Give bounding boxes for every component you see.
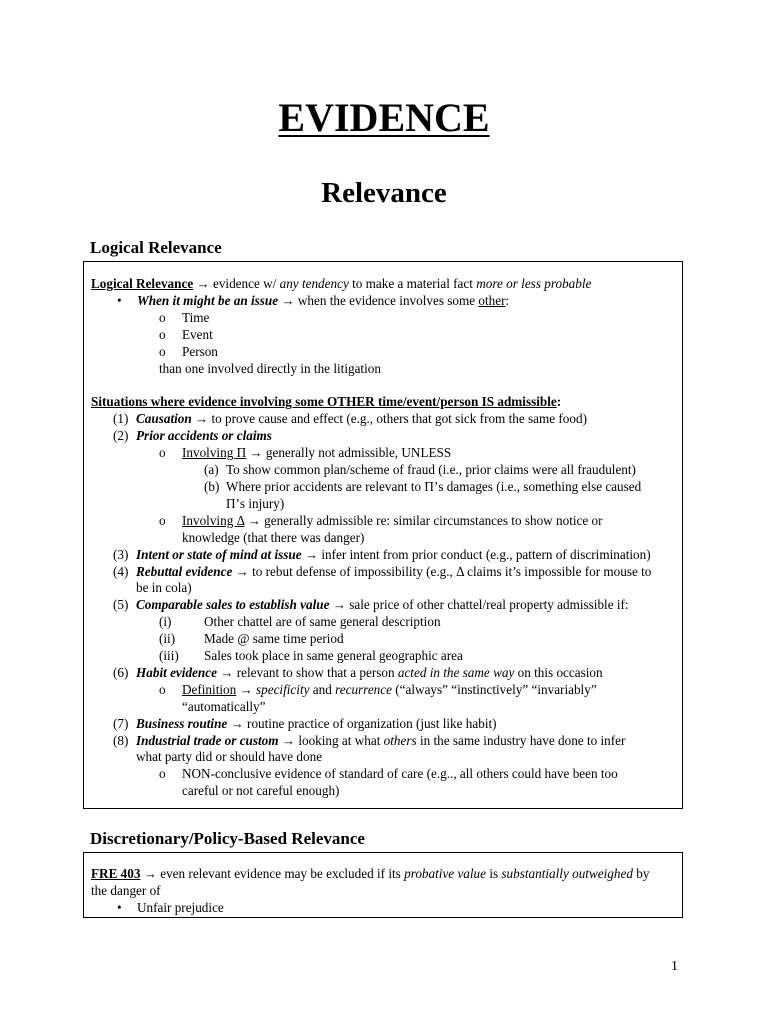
habit-definition: o Definition → specificity and recurrence (“always” “instinctively” “invariably”	[159, 681, 597, 697]
situations-heading: Situations where evidence involving some OTHER time/event/person IS admissible:	[91, 394, 562, 410]
situation-4: (4) Rebuttal evidence → to rebut defense of impossibility (e.g., Δ claims it’s impossible for mouse to	[113, 563, 652, 579]
habit-definition-cont: “automatically”	[182, 698, 266, 714]
document-title: EVIDENCE	[278, 95, 490, 140]
situation-1: (1) Causation → to prove cause and effect (e.g., others that got sick from the same food)	[113, 411, 587, 427]
pi-exception-b: (b) Where prior accidents are relevant to Π’s damages (i.e., something else caused	[204, 478, 642, 494]
situation-8: (8) Industrial trade or custom → looking at what others in the same industry have done to infer	[113, 732, 626, 748]
situation-5: (5) Comparable sales to establish value → sale price of other chattel/real property admissible if:	[113, 597, 629, 613]
list-item: o Event	[159, 326, 213, 342]
pi-exception-a: (a) To show common plan/scheme of fraud (i.e., prior claims were all fraudulent)	[204, 462, 636, 478]
page-number: 1	[671, 959, 678, 974]
involving-delta: o Involving Δ → generally admissible re: similar circumstances to show notice or	[159, 512, 603, 528]
fre-403-line: FRE 403 → even relevant evidence may be excluded if its probative value is substantially outweighed by	[91, 866, 650, 881]
definition-line: Logical Relevance → evidence w/ any tendency to make a material fact more or less probable	[91, 276, 592, 291]
involving-pi: o Involving Π → generally not admissible, UNLESS	[159, 445, 452, 461]
than-line: than one involved directly in the litigation	[159, 360, 381, 376]
comparable-sales-item: (i) Other chattel are of same general description	[159, 614, 441, 630]
fre-403-line-cont: the danger of	[91, 882, 161, 898]
pi-exception-b-cont: Π’s injury)	[226, 495, 285, 511]
situation-8-cont: what party did or should have done	[136, 749, 323, 765]
custom-note-cont: careful or not careful enough)	[182, 783, 340, 799]
logical-relevance-box	[83, 261, 683, 809]
list-item: • Unfair prejudice	[117, 899, 224, 915]
issue-bullet: • When it might be an issue → when the evidence involves some other:	[117, 292, 510, 308]
list-item: o Time	[159, 309, 210, 325]
comparable-sales-item: (ii) Made @ same time period	[159, 631, 344, 647]
situation-6: (6) Habit evidence → relevant to show that a person acted in the same way on this occasion	[113, 664, 603, 680]
bullet-marker: •	[117, 899, 122, 915]
situation-3: (3) Intent or state of mind at issue → infer intent from prior conduct (e.g., pattern of discrimination)	[113, 546, 651, 562]
bullet-marker: •	[117, 292, 122, 308]
situation-7: (7) Business routine → routine practice of organization (just like habit)	[113, 715, 497, 731]
section-title: Relevance	[321, 177, 447, 209]
discretionary-relevance-heading: Discretionary/Policy-Based Relevance	[90, 829, 365, 848]
situation-2: (2) Prior accidents or claims	[113, 428, 272, 444]
custom-note: o NON-conclusive evidence of standard of care (e.g.., all others could have been too	[159, 766, 618, 782]
list-item: o Person	[159, 343, 218, 359]
involving-delta-cont: knowledge (that there was danger)	[182, 529, 365, 545]
situation-4-cont: be in cola)	[136, 580, 192, 596]
comparable-sales-item: (iii) Sales took place in same general geographic area	[159, 648, 463, 664]
discretionary-relevance-box	[83, 852, 683, 918]
logical-relevance-heading: Logical Relevance	[90, 238, 222, 257]
